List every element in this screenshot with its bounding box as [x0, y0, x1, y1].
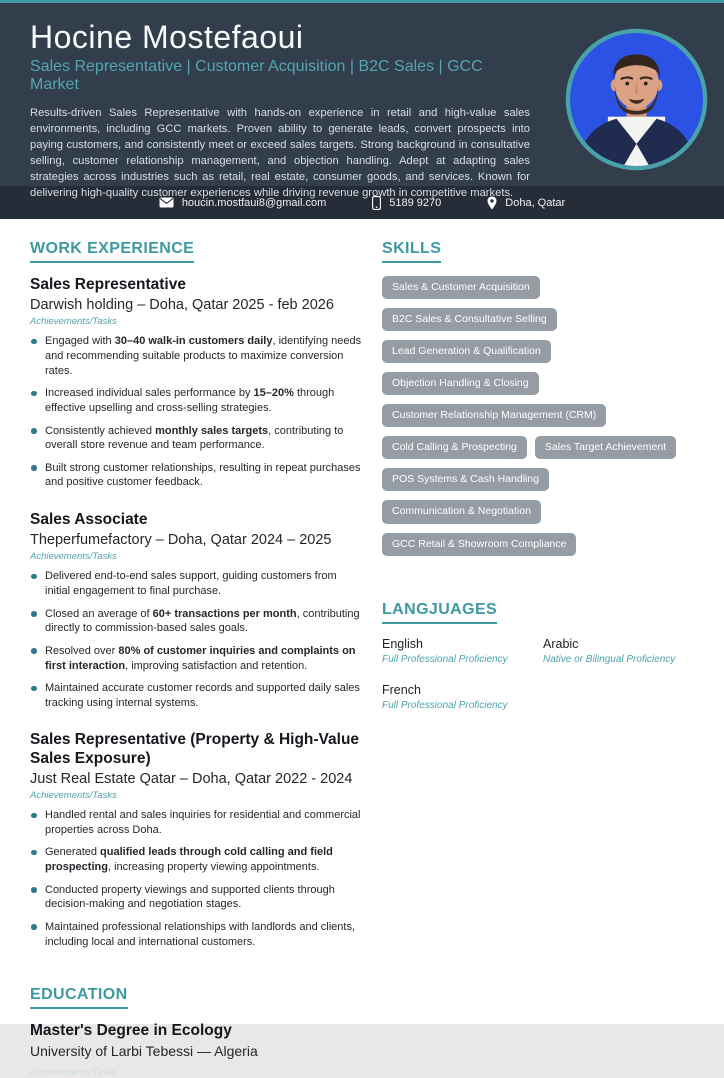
skill-pill-row [382, 468, 694, 491]
job-entry [30, 276, 362, 490]
language-item [382, 637, 533, 665]
left-column [30, 240, 362, 1078]
language-name: Arabic [543, 636, 579, 651]
bullet-item: Handled rental and sales inquiries for residential and commercial properties across Doha. [30, 808, 362, 837]
job-title: Sales Representative (Property & High-Value Sales Exposure) [30, 731, 360, 767]
job-entry [30, 731, 362, 949]
bullet-item: Built strong customer relationships, resulting in repeat purchases and positive customer feedback. [30, 461, 362, 490]
skill-pill-row [382, 436, 694, 459]
skill-pill: Objection Handling & Closing [382, 372, 539, 395]
languages-heading: LANGJUAGES [382, 601, 497, 624]
education-heading: EDUCATION [30, 986, 128, 1009]
jobs [30, 276, 362, 949]
skill-pill-row [382, 276, 694, 299]
job-bullets [30, 808, 362, 949]
achievements-label: Achievements/Tasks [30, 316, 117, 328]
achievements-label: Achievements/Tasks [30, 551, 117, 563]
skill-pill: POS Systems & Cash Handling [382, 468, 549, 491]
section-languages [382, 601, 694, 711]
skill-pill-row [382, 372, 694, 395]
language-level: Full Professional Proficiency [382, 653, 508, 665]
language-level: Full Professional Proficiency [382, 699, 508, 711]
achievements-label: Achievements/Tasks [30, 790, 117, 802]
avatar [565, 28, 708, 171]
header [0, 3, 724, 200]
bullet-item: Closed an average of 60+ transactions per month, contributing directly to commission-based sales goals. [30, 607, 362, 636]
language-item [543, 637, 694, 665]
job-title: Sales Associate [30, 511, 148, 529]
skill-pill-row [382, 500, 694, 523]
profile-summary: Results-driven Sales Representative with hands-on experience in retail and high-value sales environments, including GCC markets. Proven ability to generate leads, convert prospects into paying customers, and consistently meet or exceed sales targets. Strong background in consultative selling, customer relationship management, and objection handling. Adept at adapting sales strategies across industries such as retail, real estate, consumer goods, and services. Known for delivering high-quality customer experiences while driving revenue growth in competitive markets. [30, 107, 530, 200]
degree-title: Master's Degree in Ecology [30, 1022, 232, 1040]
bullet-item: Consistently achieved monthly sales targets, contributing to overall store revenue and team performance. [30, 424, 362, 453]
work-experience-heading: WORK EXPERIENCE [30, 240, 194, 263]
job-title-line: Sales Representative | Customer Acquisition | B2C Sales | GCC Market [30, 58, 483, 94]
job-company-line: Darwish holding – Doha, Qatar 2025 - feb 2026 [30, 297, 334, 314]
skill-pill-row [382, 340, 694, 363]
profile-photo [565, 28, 708, 171]
job-company-line: Theperfumefactory – Doha, Qatar 2024 – 2025 [30, 532, 332, 549]
skills-pills [382, 276, 694, 556]
location-text: Doha, Qatar [505, 196, 566, 209]
phone-text: 5189 9270 [389, 196, 442, 209]
skill-pill: B2C Sales & Consultative Selling [382, 308, 557, 331]
school-line: University of Larbi Tebessi — Algeria [30, 1043, 258, 1060]
skill-pill-row [382, 308, 694, 331]
email-text: houcin.mostfaui8@gmail.com [181, 196, 327, 209]
skill-pill: Customer Relationship Management (CRM) [382, 404, 606, 427]
skill-pill: Cold Calling & Prospecting [382, 436, 527, 459]
job-bullets [30, 334, 362, 490]
skill-pill: GCC Retail & Showroom Compliance [382, 533, 576, 556]
skills-heading: SKILLS [382, 240, 441, 263]
section-education [30, 986, 362, 1078]
bullet-item: Maintained accurate customer records and supported daily sales tracking using internal systems. [30, 681, 362, 710]
skill-pill: Lead Generation & Qualification [382, 340, 551, 363]
language-level: Native or Bilingual Proficiency [543, 653, 676, 665]
job-company-line: Just Real Estate Qatar – Doha, Qatar 2022 - 2024 [30, 771, 353, 787]
skill-pill-row [382, 404, 694, 427]
skill-pill: Sales Target Achievement [535, 436, 676, 459]
skill-pill-row [382, 533, 694, 556]
job-title: Sales Representative [30, 276, 186, 293]
bullet-item: Increased individual sales performance by 15–20% through effective upselling and cross-selling strategies. [30, 386, 362, 415]
skill-pill: Communication & Negotiation [382, 500, 541, 523]
right-column [382, 240, 694, 1078]
person-name: Hocine Mostefaoui [30, 19, 304, 55]
faded-achievements-label: Achievements/Tasks [30, 1067, 117, 1078]
language-item [382, 683, 533, 711]
language-name: French [382, 682, 421, 697]
bullet-item: Resolved over 80% of customer inquiries and complaints on first interaction, improving satisfaction and retention. [30, 644, 362, 673]
bullet-item: Generated qualified leads through cold calling and field prospecting, increasing property viewing appointments. [30, 845, 362, 874]
job-entry [30, 511, 362, 710]
bullet-item: Engaged with 30–40 walk-in customers daily, identifying needs and recommending suitable products to maximize conversion rates. [30, 334, 362, 378]
job-bullets [30, 569, 362, 710]
resume-body [0, 219, 724, 1078]
bullet-item: Delivered end-to-end sales support, guiding customers from initial engagement to final purchase. [30, 569, 362, 598]
section-skills [382, 240, 694, 556]
section-work-experience [30, 240, 362, 949]
skill-pill: Sales & Customer Acquisition [382, 276, 540, 299]
bullet-item: Conducted property viewings and supported clients through decision-making and negotiation stages. [30, 883, 362, 912]
languages-grid [382, 637, 694, 711]
bullet-item: Maintained professional relationships with landlords and clients, including local and international customers. [30, 920, 362, 949]
language-name: English [382, 636, 423, 651]
